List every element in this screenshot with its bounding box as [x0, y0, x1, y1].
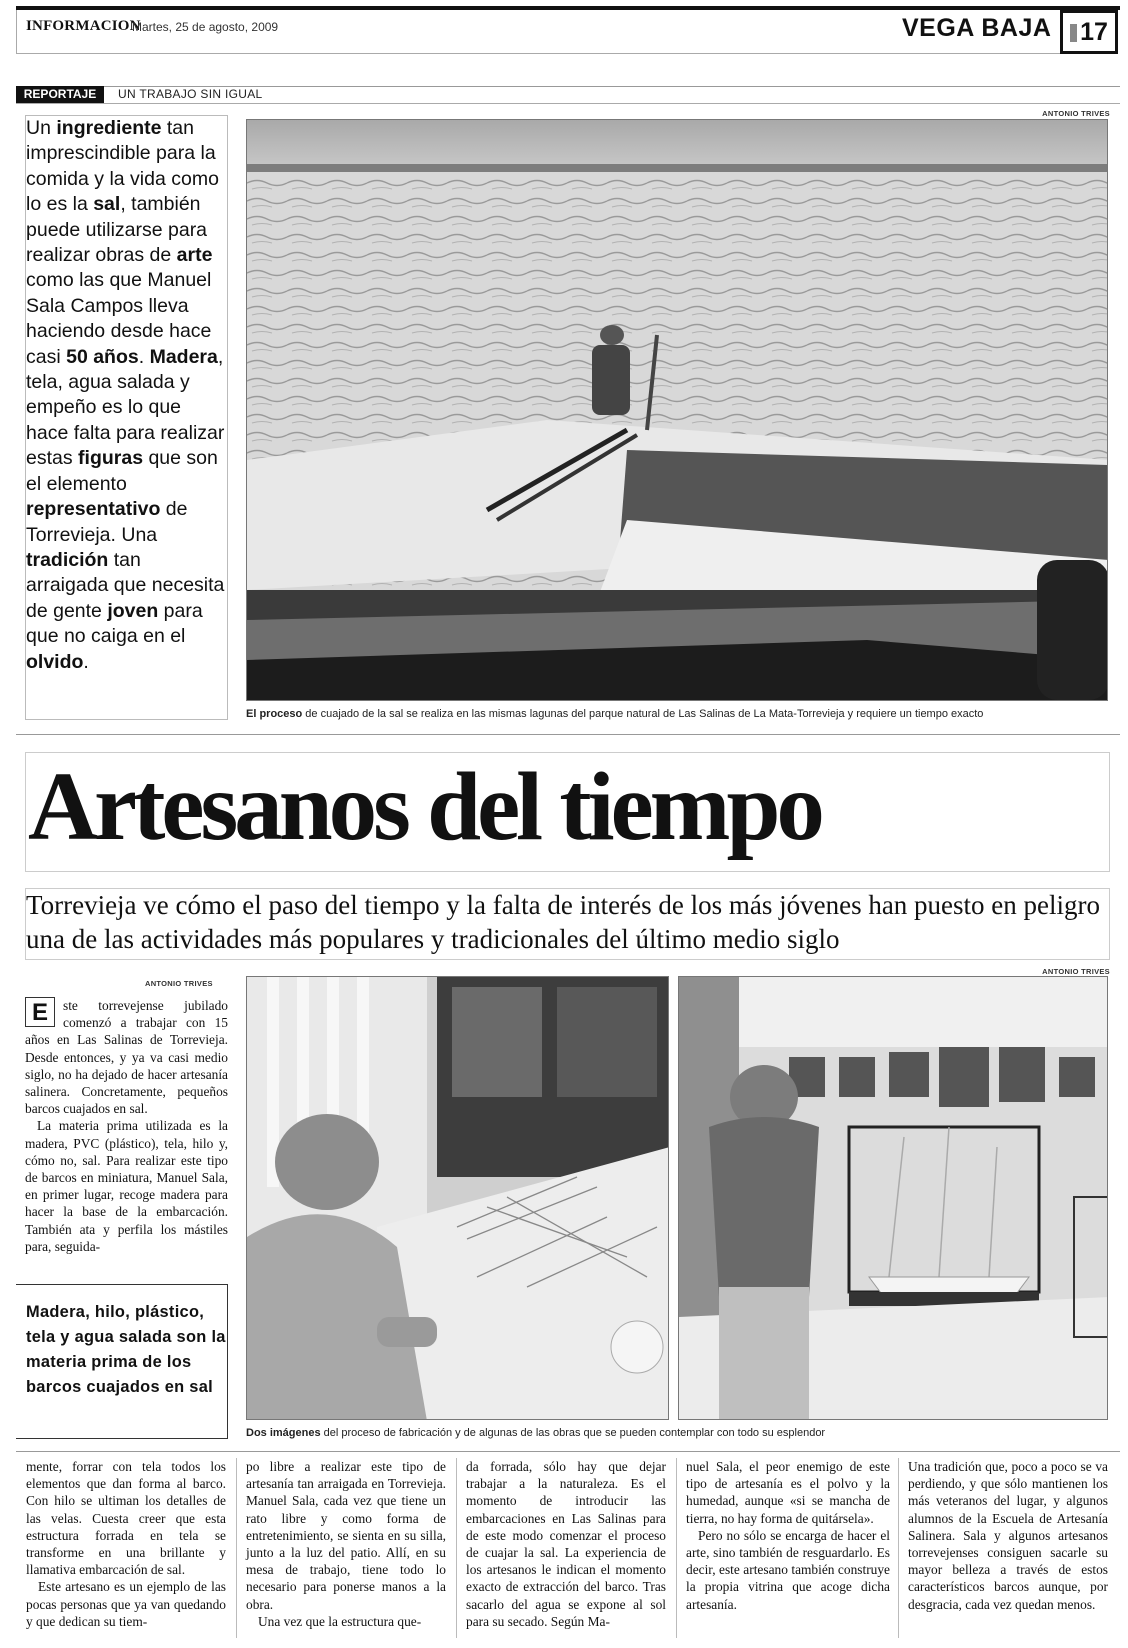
- caption-lead: El proceso: [246, 708, 303, 720]
- article-paragraph: mente, forrar con tela todos los elementos que dan forma al barco. Con hilo se ultiman los detalles de las velas. Cuesta creer que esta estructura forrada en tela se transforme en una brillante y llamativa embarcación de sal.: [26, 1459, 226, 1578]
- section-divider: [16, 734, 1120, 735]
- newspaper-name: INFORMACION: [26, 18, 141, 34]
- caption-text: del proceso de fabricación y de algunas de las obras que se pueden contemplar con todo su esplendor: [320, 1427, 826, 1439]
- intro-keyword: 50 años: [66, 345, 139, 368]
- intro-keyword: arte: [176, 244, 213, 267]
- article-column: [908, 1458, 1108, 1613]
- intro-run: que son el elemento: [26, 447, 218, 495]
- intro-keyword: figuras: [78, 447, 144, 470]
- article-column: [246, 1458, 446, 1630]
- intro-keyword: ingrediente: [56, 117, 162, 139]
- caption-lead: Dos imágenes: [246, 1427, 321, 1439]
- article-paragraph: Pero no sólo se encarga de hacer el arte, sino también de resguardarlo. Es decir, este artesano también construye la propia vitrina que acoge dicha artesanía.: [686, 1527, 890, 1612]
- caption-text: de cuajado de la sal se realiza en las mismas lagunas del parque natural de Las Salinas de La Mata-Torrevieja y requiere un tiempo exacto: [302, 708, 984, 720]
- subheadline: Torrevieja ve cómo el paso del tiempo y la falta de interés de los más jóvenes han puesto en peligro una de las actividades más populares y tradicionales del último medio siglo: [26, 890, 1101, 954]
- craftsman-working-photo: [246, 976, 669, 1420]
- column-rule: [898, 1458, 899, 1638]
- article-column: [686, 1458, 890, 1613]
- headline: Artesanos del tiempo: [28, 753, 821, 860]
- photo-caption: [246, 708, 983, 720]
- intro-run: para que no caiga en el: [26, 599, 203, 648]
- intro-keyword: Madera: [149, 345, 218, 368]
- article-column: [466, 1458, 666, 1630]
- photo-credit: ANTONIO TRIVES: [1042, 967, 1110, 976]
- article-paragraph: ste torrevejense jubilado comenzó a trabajar con 15 años en Las Salinas de Torrevieja. Desde entonces, y ya va casi medio siglo, no ha dejado de hacer artesanía salinera. Concretamente, pequeños barcos cuajados en sal.: [25, 998, 228, 1117]
- intro-run: como las que Manuel Sala Campos lleva haciendo desde hace casi: [26, 269, 212, 368]
- drop-cap: E: [25, 997, 55, 1027]
- salt-lagoon-photo: [246, 119, 1108, 701]
- photo-caption: [246, 1427, 825, 1439]
- article-paragraph: Una tradición que, poco a poco se va perdiendo, y que sólo mantienen los más veteranos del lugar, y algunos alumnos de la Escuela de Artesanía Salinera. Sala y algunos artesanos torrevejenses consiguen sacarle su mayor belleza a través de estos característicos barcos aunque, por desgracia, cada vez quedan menos.: [908, 1459, 1108, 1612]
- intro-run: .: [83, 650, 89, 673]
- intro-run: de Torrevieja. Una: [26, 498, 188, 546]
- intro-run: Un: [26, 117, 57, 139]
- section-divider: [16, 1451, 1120, 1452]
- article-paragraph: Una vez que la estructura que-: [258, 1613, 422, 1629]
- article-paragraph: nuel Sala, el peor enemigo de este tipo de artesanía es el polvo y la humedad, aunque «si se mancha de tierra, no hay forma de quitársela».: [686, 1459, 890, 1526]
- intro-run: , también puede utilizarse para realizar obras de: [26, 193, 208, 267]
- section-name: VEGA BAJA: [902, 14, 1052, 42]
- tag-underline: [16, 103, 1120, 104]
- pull-quote: Madera, hilo, plástico, tela y agua salada son la materia prima de los barcos cuajados en sal: [26, 1303, 226, 1396]
- intro-keyword: joven: [107, 599, 159, 622]
- article-column: [25, 997, 228, 1255]
- intro-run: .: [138, 345, 150, 368]
- intro-run: , tela, agua salada y empeño es lo que hace falta para realizar estas: [26, 345, 225, 470]
- byline: ANTONIO TRIVES: [145, 979, 213, 988]
- page-number-value: 17: [1080, 17, 1108, 46]
- intro-text: [26, 116, 226, 675]
- intro-keyword: tradición: [26, 548, 109, 571]
- article-column: [26, 1458, 226, 1630]
- issue-date: Martes, 25 de agosto, 2009: [132, 20, 279, 34]
- intro-keyword: representativo: [26, 498, 161, 521]
- intro-keyword: sal: [93, 193, 121, 216]
- photo-credit: ANTONIO TRIVES: [1042, 109, 1110, 118]
- article-paragraph: Este artesano es un ejemplo de las pocas personas que ya van quedando y que dedican su tiem-: [26, 1579, 226, 1629]
- column-rule: [676, 1458, 677, 1638]
- article-paragraph: La materia prima utilizada es la madera, PVC (plástico), tela, hilo y, cómo no, sal. Para realizar este tipo de barcos en miniatura, Manuel Sala, en primer lugar, recoge madera para hacer la base de la embarcación. También ata y perfila los mástiles para, seguida-: [25, 1118, 228, 1254]
- info-i-icon: [1070, 24, 1077, 42]
- column-rule: [456, 1458, 457, 1638]
- section-subtitle: UN TRABAJO SIN IGUAL: [118, 87, 263, 101]
- intro-run: tan arraigada que necesita de gente: [26, 548, 225, 622]
- article-paragraph: po libre a realizar este tipo de artesanía tan arraigada en Torrevieja. Manuel Sala, cada vez que tiene un rato libre y como forma de entretenimiento, se sienta en su silla, junto a la luz del patio. Allí, en su mesa de trabajo, tiene todo lo necesario para ponerse manos a la obra.: [246, 1459, 446, 1612]
- column-rule: [236, 1458, 237, 1638]
- section-tag: REPORTAJE: [16, 86, 104, 103]
- article-paragraph: da forrada, sólo hay que dejar trabajar a la naturaleza. Es el momento de introducir las embarcaciones en Las Salinas para de este modo comenzar el proceso de cuajar la sal. La experiencia de los artesanos le indican el momento exacto de extracción del barco. Tras sacarlo del agua se expone al sol para su secado. Según Ma-: [466, 1459, 666, 1629]
- page-number: [1060, 10, 1118, 54]
- intro-keyword: olvido: [26, 650, 84, 673]
- salt-ship-exhibit-photo: [678, 976, 1108, 1420]
- intro-run: tan imprescindible para la comida y la vida como lo es la: [26, 117, 219, 216]
